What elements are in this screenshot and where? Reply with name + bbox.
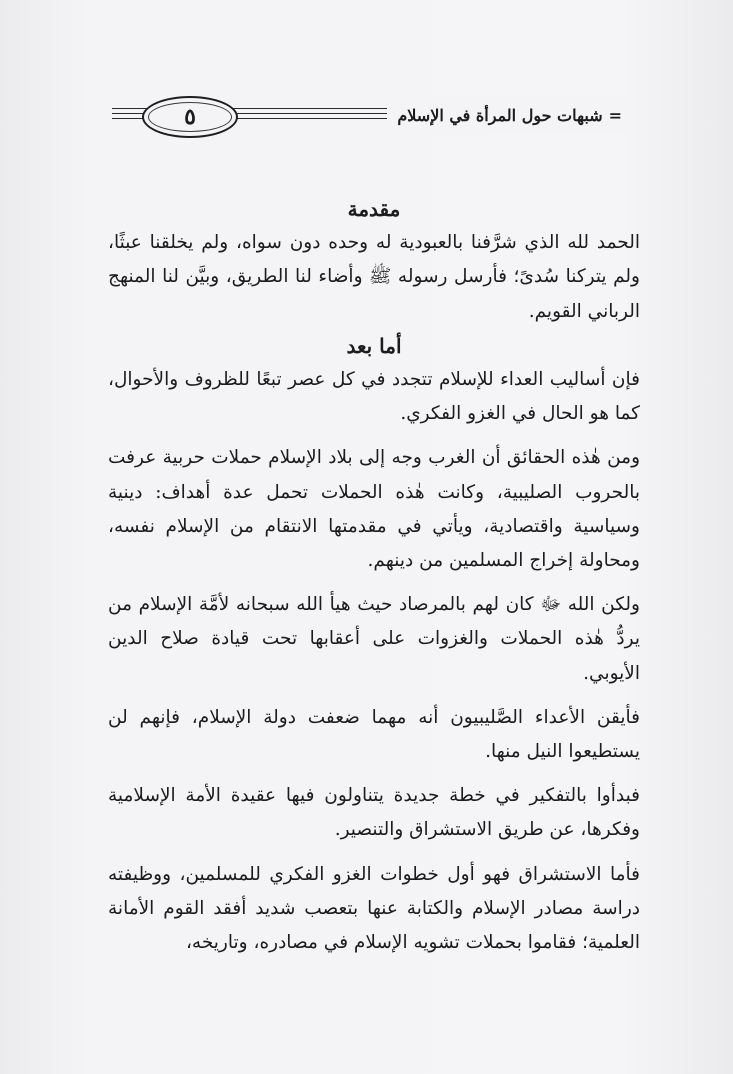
title-dash: = <box>608 105 622 125</box>
page-number: ٥ <box>142 96 238 138</box>
running-title-text: شبهات حول المرأة في الإسلام <box>397 105 603 125</box>
intro-paragraph: الحمد لله الذي شرَّفنا بالعبودية له وحده دون سواه، ولم يخلقنا عبثًا، ولم يتركنا سُدىً؛ فأرسل رسوله ﷺ وأضاء لنا الطريق، وبيَّن لنا المنهج الرباني القويم. <box>108 232 640 322</box>
paragraph-3: ولكن الله ﷻ كان لهم بالمرصاد حيث هيأ الله سبحانه لأمَّة الإسلام من يردُّ هٰذه الحملات والغزوات على أعقابها تحت قيادة صلاح الدين الأيوبي. <box>108 594 640 684</box>
paragraph-5: فبدأوا بالتفكير في خطة جديدة يتناولون فيها عقيدة الأمة الإسلامية وفكرها، عن طريق الاستشراق والتنصير. <box>108 785 640 841</box>
page-body <box>108 192 640 960</box>
section-heading: أما بعد <box>346 333 402 358</box>
paragraph-4: فأيقن الأعداء الصَّليبيون أنه مهما ضعفت دولة الإسلام، فإنهم لن يستطيعوا النيل منها. <box>108 706 640 763</box>
paragraph-2: ومن هٰذه الحقائق أن الغرب وجه إلى بلاد الإسلام حملات حربية عرفت بالحروب الصليبية، وكانت هٰذه الحملات تحمل عدة أهداف: دينية وسياسية واقتصادية، ويأتي في مقدمتها الانتقام من الإسلام نفسه، ومحاولة إخراج المسلمين من دينهم. <box>108 447 640 572</box>
page-header <box>112 96 628 136</box>
intro-heading: مقدمة <box>347 197 401 221</box>
paragraph-6: فأما الاستشراق فهو أول خطوات الغزو الفكري للمسلمين، ووظيفته دراسة مصادر الإسلام والكتابة عنها بتعصب شديد أفقد القوم الأمانة العلمية؛ فقاموا بحملات تشويه الإسلام في مصادره، وتاريخه، <box>108 863 640 954</box>
paragraph-1: فإن أساليب العداء للإسلام تتجدد في كل عصر تبعًا للظروف والأحوال، كما هو الحال في الغزو الفكري. <box>108 369 640 425</box>
running-title <box>387 96 628 134</box>
